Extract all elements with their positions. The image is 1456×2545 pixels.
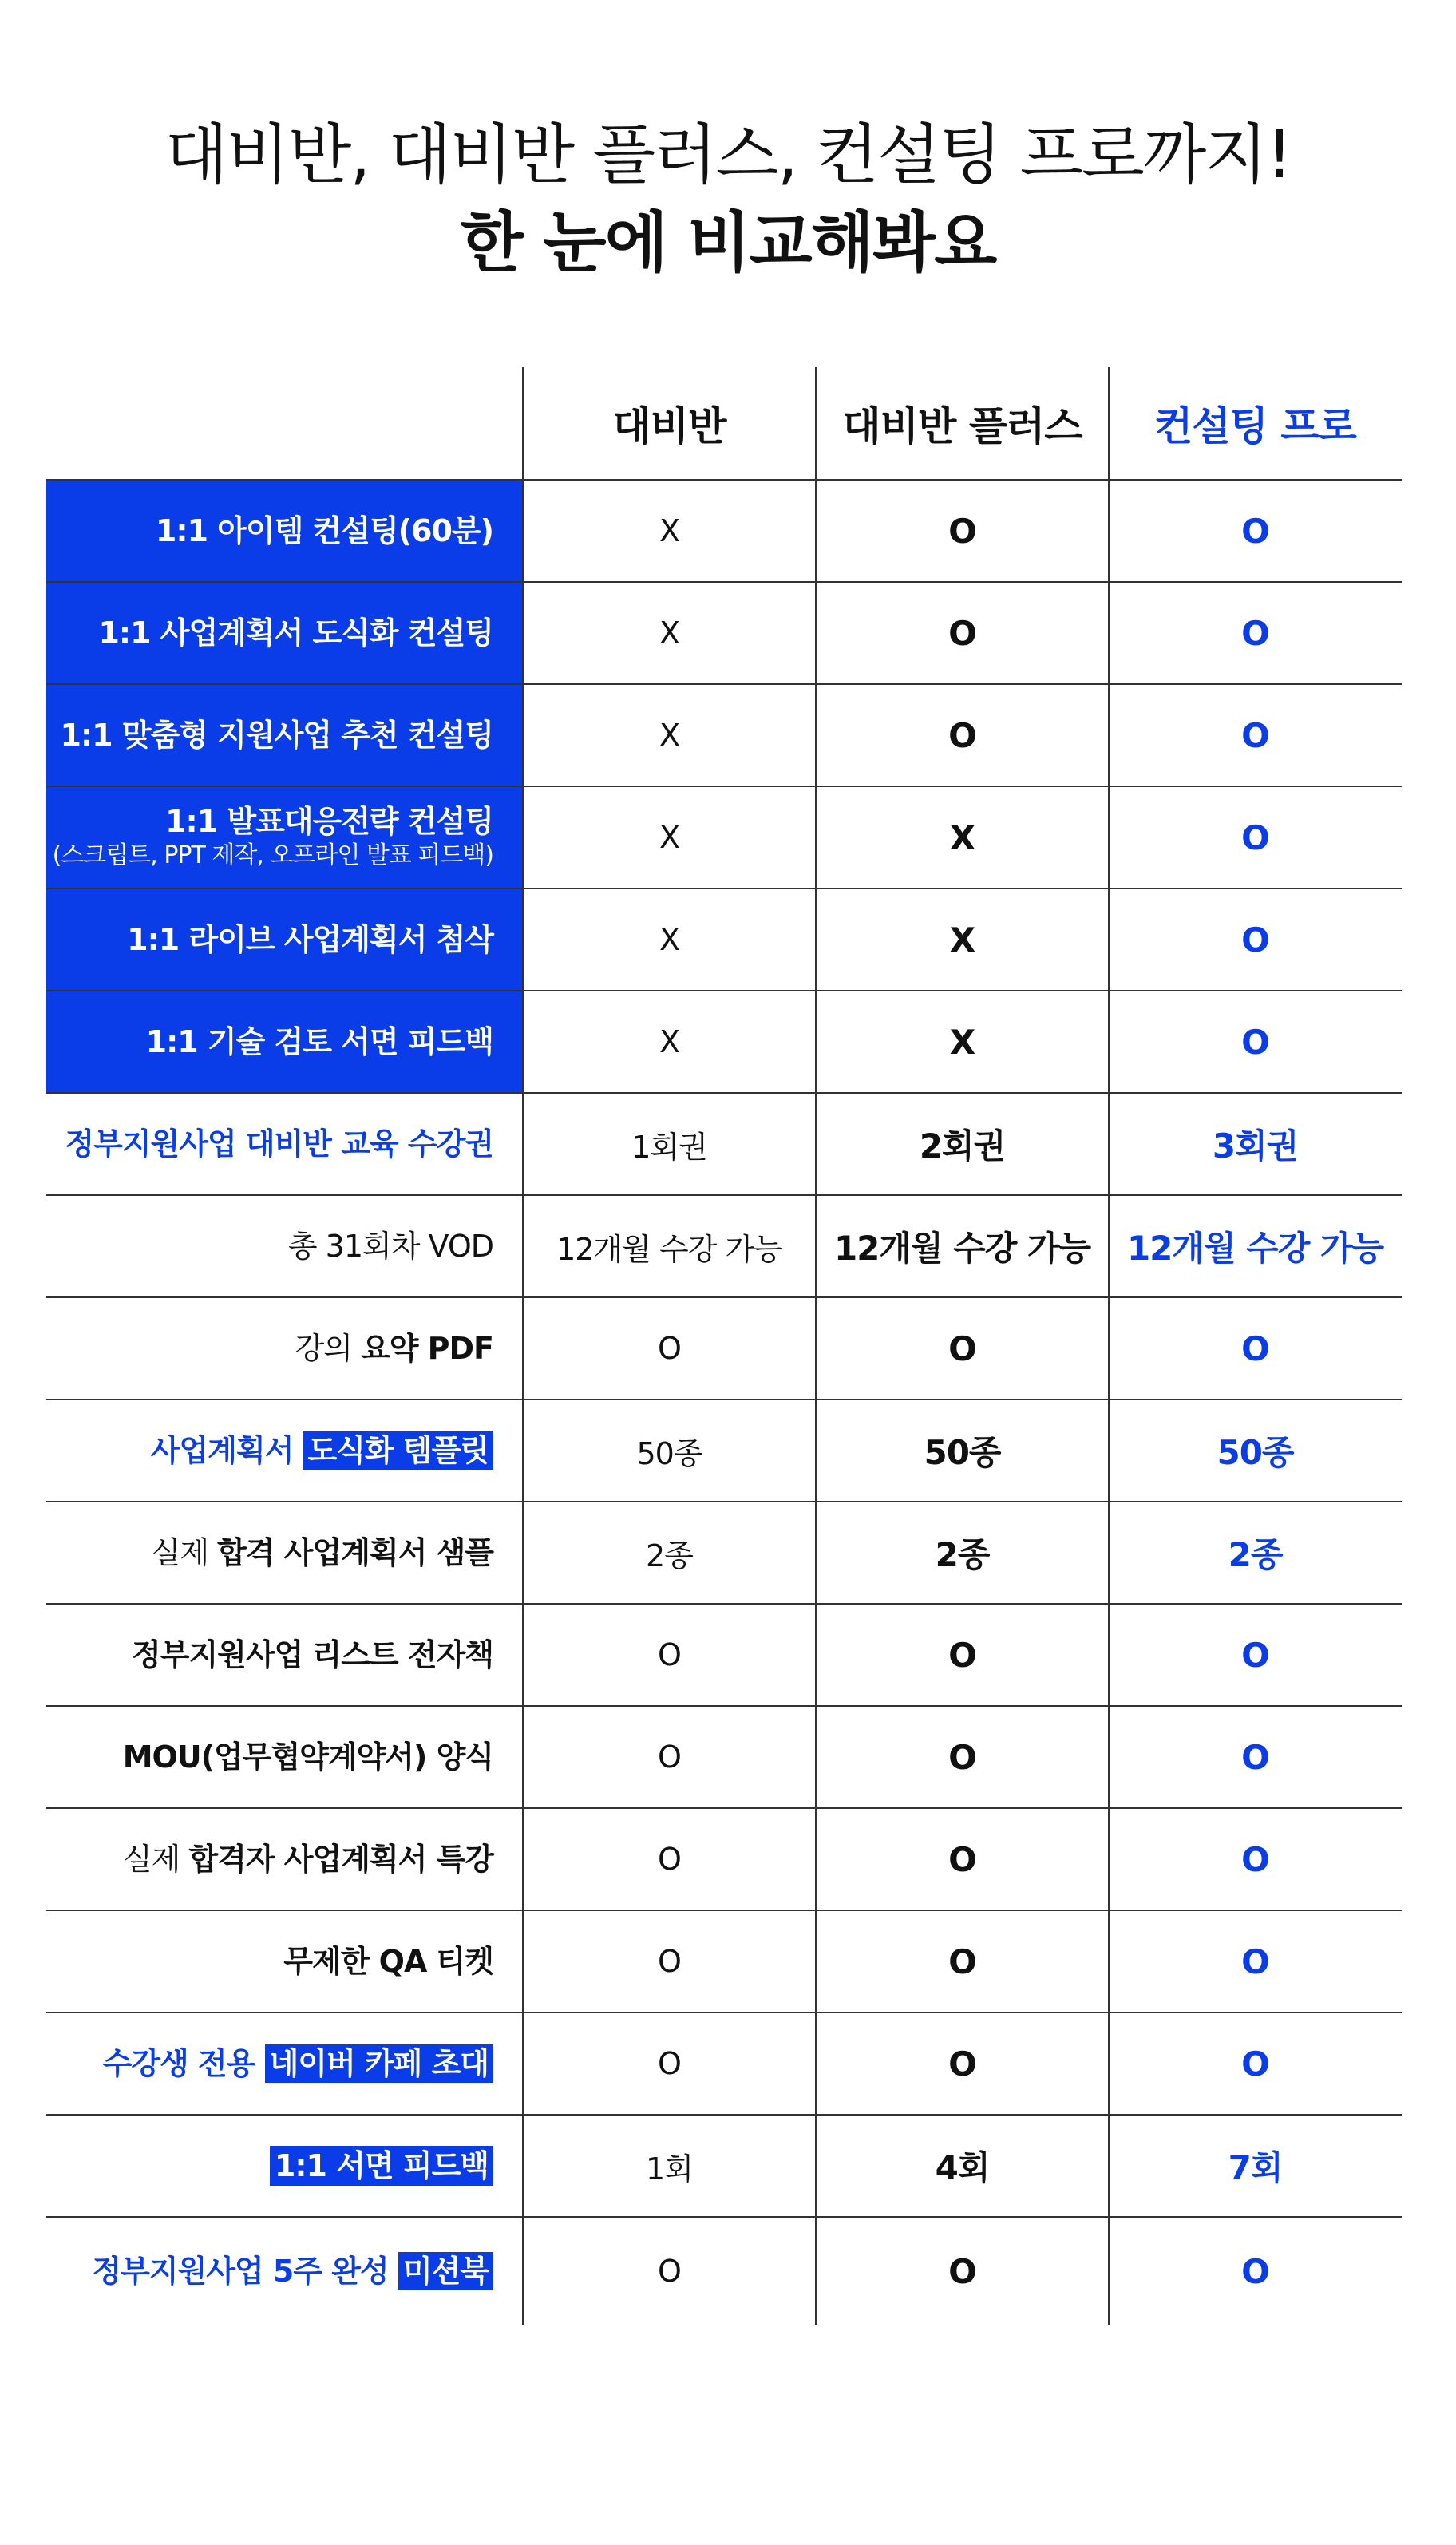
value-plus: O xyxy=(815,481,1108,581)
row-label-text: 무제한 QA 티켓 xyxy=(283,1944,493,1979)
value-plus: O xyxy=(815,2218,1108,2325)
heading-line-2: 한 눈에 비교해봐요 xyxy=(460,205,996,281)
value-basic: O xyxy=(522,1809,815,1910)
value-basic: 1회권 xyxy=(522,1094,815,1194)
value-pro: O xyxy=(1108,2013,1401,2114)
value-plus: 4회 xyxy=(815,2116,1108,2216)
row-label-blue: 정부지원사업 5주 완성 xyxy=(92,2254,398,2289)
page-heading xyxy=(0,112,1456,287)
row-label xyxy=(46,889,522,990)
value-plus: O xyxy=(815,685,1108,786)
value-pro: O xyxy=(1108,1605,1401,1705)
table-row xyxy=(46,2218,1402,2325)
row-label-highlight: 도식화 템플릿 xyxy=(303,1431,493,1470)
table-row xyxy=(46,991,1402,1094)
row-label xyxy=(46,481,522,581)
value-basic: O xyxy=(522,1707,815,1807)
row-label-highlight: 미션북 xyxy=(398,2252,493,2290)
value-pro: O xyxy=(1108,787,1401,888)
value-pro: O xyxy=(1108,583,1401,683)
row-label-text: 1:1 맞춤형 지원사업 추천 컨설팅 xyxy=(60,718,493,753)
row-label-bold: 요약 PDF xyxy=(361,1331,493,1366)
value-plus: X xyxy=(815,991,1108,1092)
row-label xyxy=(46,2218,522,2325)
row-label xyxy=(46,1196,522,1296)
value-pro: 50종 xyxy=(1108,1400,1401,1501)
column-header-pro: 컨설팅 프로 xyxy=(1108,367,1401,479)
value-basic: X xyxy=(522,787,815,888)
value-pro: O xyxy=(1108,1298,1401,1399)
value-basic: O xyxy=(522,2013,815,2114)
table-row xyxy=(46,1605,1402,1707)
value-plus: O xyxy=(815,1809,1108,1910)
row-label-text: 1:1 기술 검토 서면 피드백 xyxy=(145,1024,493,1059)
row-label xyxy=(46,1298,522,1399)
value-basic: O xyxy=(522,1298,815,1399)
value-pro: O xyxy=(1108,889,1401,990)
value-pro: O xyxy=(1108,1707,1401,1807)
table-row xyxy=(46,889,1402,991)
table-row xyxy=(46,1707,1402,1809)
table-row xyxy=(46,787,1402,889)
row-label-text: 1:1 사업계획서 도식화 컨설팅 xyxy=(98,615,493,651)
row-label xyxy=(46,2013,522,2114)
value-pro: O xyxy=(1108,481,1401,581)
row-label xyxy=(46,1911,522,2012)
row-label-plain: 실제 xyxy=(122,1842,189,1877)
row-label xyxy=(46,685,522,786)
value-plus: O xyxy=(815,1911,1108,2012)
value-plus: 50종 xyxy=(815,1400,1108,1501)
value-plus: X xyxy=(815,787,1108,888)
value-pro: O xyxy=(1108,991,1401,1092)
table-row xyxy=(46,1094,1402,1196)
value-plus: 2회권 xyxy=(815,1094,1108,1194)
value-basic: X xyxy=(522,685,815,786)
heading-line-1: 대비반, 대비반 플러스, 컨설팅 프로까지! xyxy=(164,117,1292,193)
value-plus: 12개월 수강 가능 xyxy=(815,1196,1108,1296)
row-label-plain: 실제 xyxy=(151,1535,218,1570)
row-label xyxy=(46,1502,522,1603)
value-basic: 2종 xyxy=(522,1502,815,1603)
row-label-text: 총 31회차 VOD xyxy=(287,1229,493,1264)
row-label-bold: 합격 사업계획서 샘플 xyxy=(217,1535,493,1570)
value-basic: O xyxy=(522,2218,815,2325)
row-label xyxy=(46,787,522,888)
table-row xyxy=(46,1196,1402,1298)
table-row xyxy=(46,2116,1402,2218)
value-pro: O xyxy=(1108,2218,1401,2325)
value-basic: X xyxy=(522,991,815,1092)
table-row xyxy=(46,583,1402,685)
row-label xyxy=(46,1094,522,1194)
value-plus: O xyxy=(815,1298,1108,1399)
row-label xyxy=(46,1605,522,1705)
table-row xyxy=(46,1911,1402,2013)
table-row xyxy=(46,1809,1402,1911)
row-label-text: 정부지원사업 리스트 전자책 xyxy=(132,1637,493,1672)
table-row xyxy=(46,685,1402,787)
value-basic: 50종 xyxy=(522,1400,815,1501)
row-label xyxy=(46,1809,522,1910)
row-label xyxy=(46,2116,522,2216)
value-plus: X xyxy=(815,889,1108,990)
value-pro: 12개월 수강 가능 xyxy=(1108,1196,1401,1296)
value-plus: O xyxy=(815,2013,1108,2114)
header-empty-cell xyxy=(46,367,522,479)
row-label-text: 1:1 아이템 컨설팅(60분) xyxy=(155,513,493,548)
row-label-text: 1:1 발표대응전략 컨설팅 xyxy=(165,804,493,839)
value-pro: O xyxy=(1108,1911,1401,2012)
value-pro: 2종 xyxy=(1108,1502,1401,1603)
value-plus: O xyxy=(815,1707,1108,1807)
column-header-plus: 대비반 플러스 xyxy=(815,367,1108,479)
row-label-highlight: 1:1 서면 피드백 xyxy=(270,2146,493,2186)
value-basic: O xyxy=(522,1911,815,2012)
table-header-row xyxy=(46,367,1402,481)
value-plus: O xyxy=(815,583,1108,683)
row-label-highlight: 네이버 카페 초대 xyxy=(265,2044,493,2083)
value-basic: O xyxy=(522,1605,815,1705)
row-label-plain: 강의 xyxy=(295,1331,361,1366)
value-pro: O xyxy=(1108,1809,1401,1910)
column-header-basic: 대비반 xyxy=(522,367,815,479)
value-basic: 12개월 수강 가능 xyxy=(522,1196,815,1296)
comparison-table xyxy=(46,367,1402,2325)
row-label-text: 1:1 라이브 사업계획서 첨삭 xyxy=(127,922,493,957)
row-label-subtext: (스크립트, PPT 제작, 오프라인 발표 피드백) xyxy=(52,841,493,869)
table-row xyxy=(46,2013,1402,2116)
value-plus: O xyxy=(815,1605,1108,1705)
row-label-text: 정부지원사업 대비반 교육 수강권 xyxy=(65,1126,493,1162)
row-label-bold: 합격자 사업계획서 특강 xyxy=(188,1842,493,1877)
value-pro: O xyxy=(1108,685,1401,786)
table-row xyxy=(46,481,1402,583)
value-pro: 7회 xyxy=(1108,2116,1401,2216)
row-label-blue: 사업계획서 xyxy=(150,1433,303,1468)
value-basic: X xyxy=(522,481,815,581)
row-label-blue: 수강생 전용 xyxy=(102,2046,265,2081)
value-plus: 2종 xyxy=(815,1502,1108,1603)
value-pro: 3회권 xyxy=(1108,1094,1401,1194)
value-basic: X xyxy=(522,583,815,683)
value-basic: 1회 xyxy=(522,2116,815,2216)
row-label xyxy=(46,1707,522,1807)
row-label-text: MOU(업무협약계약서) 양식 xyxy=(122,1740,493,1775)
value-basic: X xyxy=(522,889,815,990)
table-row xyxy=(46,1298,1402,1400)
table-row xyxy=(46,1400,1402,1502)
table-row xyxy=(46,1502,1402,1605)
row-label xyxy=(46,583,522,683)
row-label xyxy=(46,1400,522,1501)
row-label xyxy=(46,991,522,1092)
